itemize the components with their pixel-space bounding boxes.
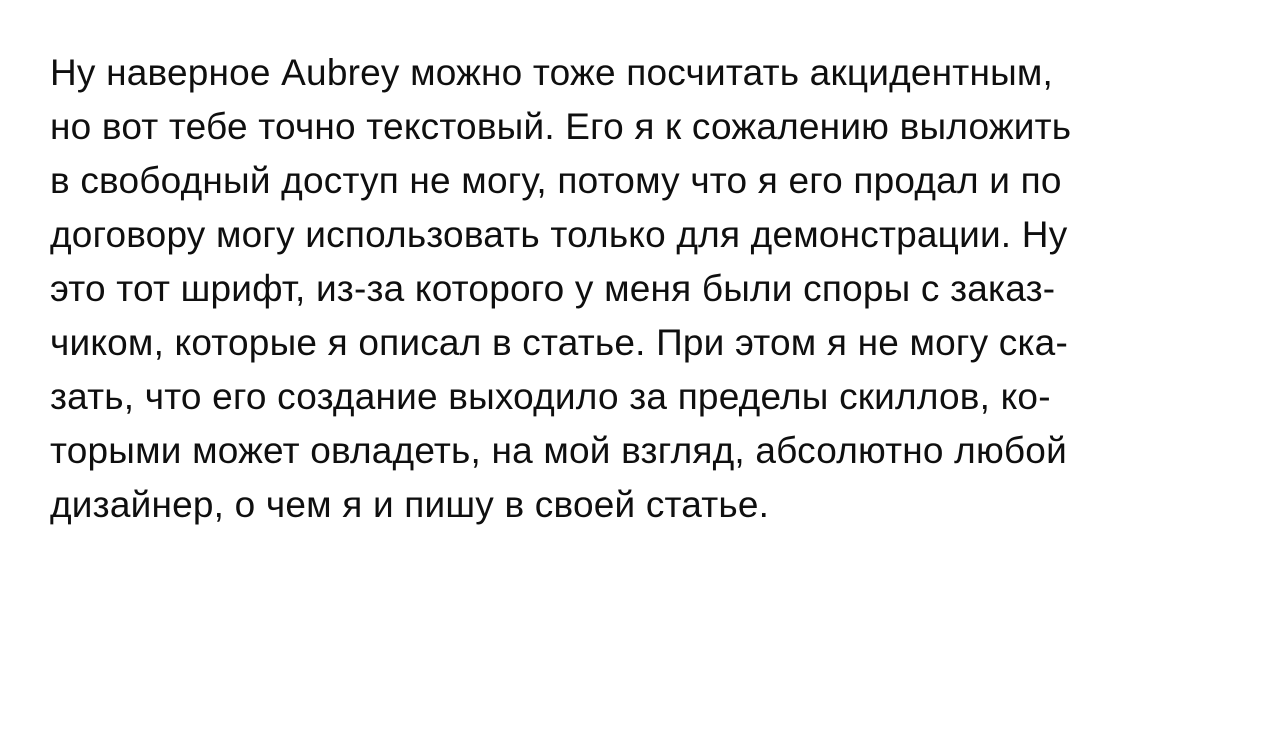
text-line: договору могу использовать только для демонстрации. Ну [50,214,1068,255]
text-line: в свободный доступ не могу, потому что я его продал и по [50,160,1062,201]
text-line: но вот тебе точно текстовый. Его я к сожалению выложить [50,106,1072,147]
text-line: торыми может овладеть, на мой взгляд, абсолютно любой [50,430,1067,471]
text-line: это тот шрифт, из-за которого у меня были споры с заказ- [50,268,1056,309]
text-line: чиком, которые я описал в статье. При этом я не могу ска- [50,322,1068,363]
text-line: дизайнер, о чем я и пишу в своей статье. [50,484,770,525]
message-text [50,46,1220,532]
text-line: зать, что его создание выходило за пределы скиллов, ко- [50,376,1051,417]
text-line: Ну наверное Aubrey можно тоже посчитать акцидентным, [50,52,1053,93]
